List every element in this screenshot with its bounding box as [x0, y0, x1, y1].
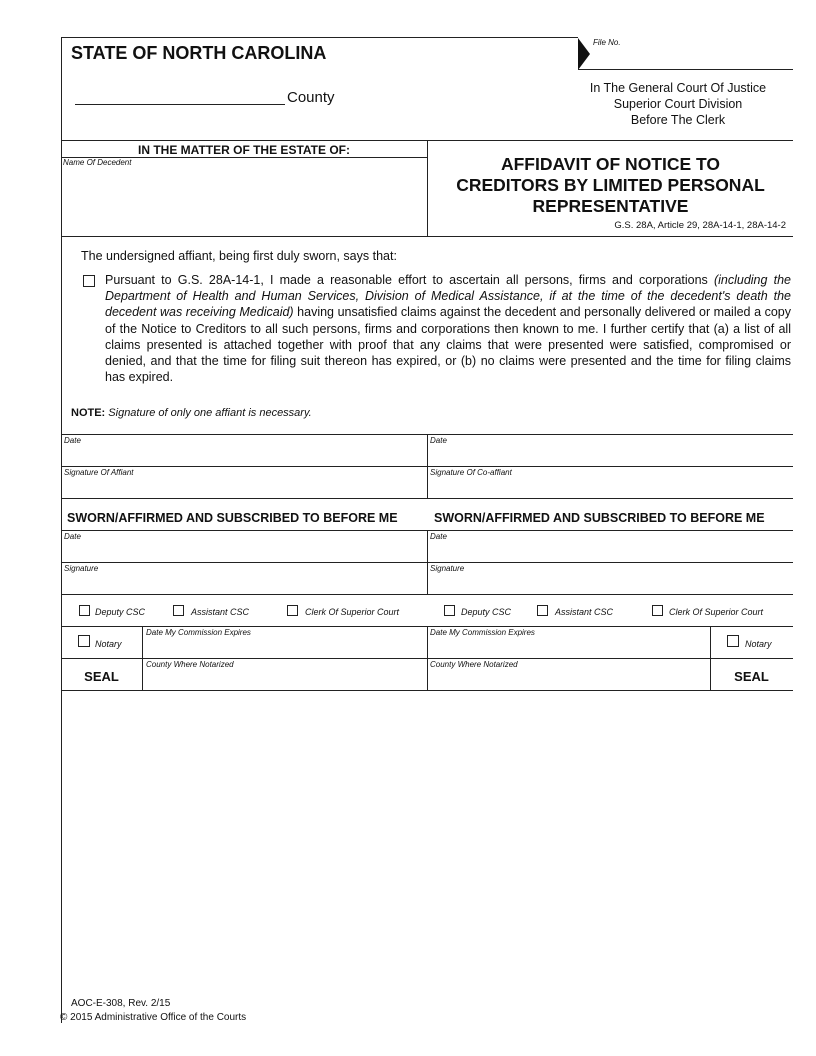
coaffiant-date-label: Date [430, 436, 447, 445]
seal-label-left: SEAL [84, 669, 119, 684]
commission-field-left[interactable] [146, 638, 424, 656]
sig-line-3 [61, 498, 793, 499]
court-line-3: Before The Clerk [630, 113, 726, 127]
paragraph-medicaid-clause: (including the Department of Health and Human Services, Division of Medical Assistance, if at the time of the decedent's death the decedent was receiving Medicaid) [105, 273, 791, 320]
paragraph-end: having unsatisfied claims against the decedent and personally delivered or mailed a copy of the Notice to Creditors to all such persons, firms and corporations then known to me. I further certify that (a) a list of all claims presented is attached together with proof that any claims that were presented were satisfied, compromised or denied, and that the time for filing suit thereon has expired, or (b) no claims were presented and the time for filing claims has expired. [105, 305, 791, 385]
center-divider-c [427, 626, 428, 690]
affidavit-paragraph [105, 272, 791, 385]
notary-label-right: Notary [745, 639, 772, 649]
assistant-csc-label-left: Assistant CSC [191, 607, 250, 617]
paragraph-start: Pursuant to G.S. 28A-14-1, I made a reasonable effort to ascertain all persons, firms and corporations [105, 273, 714, 287]
sig-line-9 [61, 690, 793, 691]
file-no-arrow-icon [578, 38, 590, 70]
deputy-csc-checkbox-left[interactable] [79, 605, 90, 616]
county-notarized-field-right[interactable] [430, 670, 707, 688]
court-line-2: Superior Court Division [613, 97, 743, 111]
coaffiant-signature-label: Signature Of Co-affiant [430, 468, 512, 477]
notary-label-left: Notary [95, 639, 122, 649]
assistant-csc-checkbox-left[interactable] [173, 605, 184, 616]
officer-signature-field-left[interactable] [63, 574, 423, 592]
coaffiant-signature-field[interactable] [430, 478, 790, 496]
center-divider-b [427, 530, 428, 594]
estate-heading: IN THE MATTER OF THE ESTATE OF: [138, 143, 350, 157]
clerk-label-right: Clerk Of Superior Court [669, 607, 764, 617]
statute-reference: G.S. 28A, Article 29, 28A-14-1, 28A-14-2 [614, 220, 786, 231]
affidavit-checkbox[interactable] [83, 275, 95, 287]
sworn-heading-left: SWORN/AFFIRMED AND SUBSCRIBED TO BEFORE ME [67, 511, 398, 525]
officer-signature-label-left: Signature [64, 564, 99, 573]
sworn-date-field-right[interactable] [430, 542, 790, 560]
officer-signature-label-right: Signature [430, 564, 465, 573]
county-notarized-field-left[interactable] [146, 670, 424, 688]
seal-divider-left [142, 626, 143, 690]
note [71, 407, 312, 419]
form-title-line-2: CREDITORS BY LIMITED PERSONAL [456, 175, 765, 195]
file-no-field[interactable] [578, 69, 793, 70]
court-line-1: In The General Court Of Justice [589, 81, 767, 95]
notary-checkbox-left[interactable] [78, 635, 90, 647]
form-number: AOC-E-308, Rev. 2/15 [71, 998, 171, 1009]
county-label: County [287, 89, 335, 106]
top-border [61, 37, 578, 38]
sworn-date-label-right: Date [430, 532, 447, 541]
clerk-label-left: Clerk Of Superior Court [305, 607, 400, 617]
copyright: © 2015 Administrative Office of the Courts [60, 1012, 247, 1023]
assistant-csc-checkbox-right[interactable] [537, 605, 548, 616]
commission-field-right[interactable] [430, 638, 707, 656]
center-divider-a [427, 434, 428, 498]
sworn-date-field-left[interactable] [63, 542, 423, 560]
sworn-date-label-left: Date [64, 532, 81, 541]
clerk-checkbox-left[interactable] [287, 605, 298, 616]
affiant-signature-label: Signature Of Affiant [64, 468, 134, 477]
form-title-line-1: AFFIDAVIT OF NOTICE TO [500, 154, 721, 174]
deputy-csc-checkbox-right[interactable] [444, 605, 455, 616]
coaffiant-date-field[interactable] [430, 446, 790, 464]
clerk-checkbox-right[interactable] [652, 605, 663, 616]
file-no-label: File No. [593, 38, 621, 47]
form-title-line-3: REPRESENTATIVE [532, 196, 689, 216]
note-text: Signature of only one affiant is necessary. [105, 407, 312, 419]
affiant-date-field[interactable] [63, 446, 423, 464]
sworn-heading-right: SWORN/AFFIRMED AND SUBSCRIBED TO BEFORE ME [434, 511, 765, 525]
affiant-date-label: Date [64, 436, 81, 445]
seal-label-right: SEAL [734, 669, 769, 684]
decedent-name-field[interactable] [63, 170, 423, 232]
state-heading: STATE OF NORTH CAROLINA [71, 43, 327, 63]
assistant-csc-label-right: Assistant CSC [555, 607, 614, 617]
deputy-csc-label-left: Deputy CSC [95, 607, 146, 617]
deputy-csc-label-right: Deputy CSC [461, 607, 512, 617]
officer-signature-field-right[interactable] [430, 574, 790, 592]
county-notarized-label-right: County Where Notarized [430, 660, 518, 669]
decedent-name-label: Name Of Decedent [63, 158, 132, 167]
commission-label-right: Date My Commission Expires [430, 628, 535, 637]
county-notarized-label-left: County Where Notarized [146, 660, 234, 669]
notary-checkbox-right[interactable] [727, 635, 739, 647]
county-blank-line[interactable] [75, 104, 285, 105]
affiant-signature-field[interactable] [63, 478, 423, 496]
estate-bottom-line [61, 236, 793, 237]
note-label: NOTE: [71, 407, 106, 419]
intro-text: The undersigned affiant, being first duly sworn, says that: [81, 249, 397, 263]
sig-line-6 [61, 594, 793, 595]
commission-label-left: Date My Commission Expires [146, 628, 251, 637]
